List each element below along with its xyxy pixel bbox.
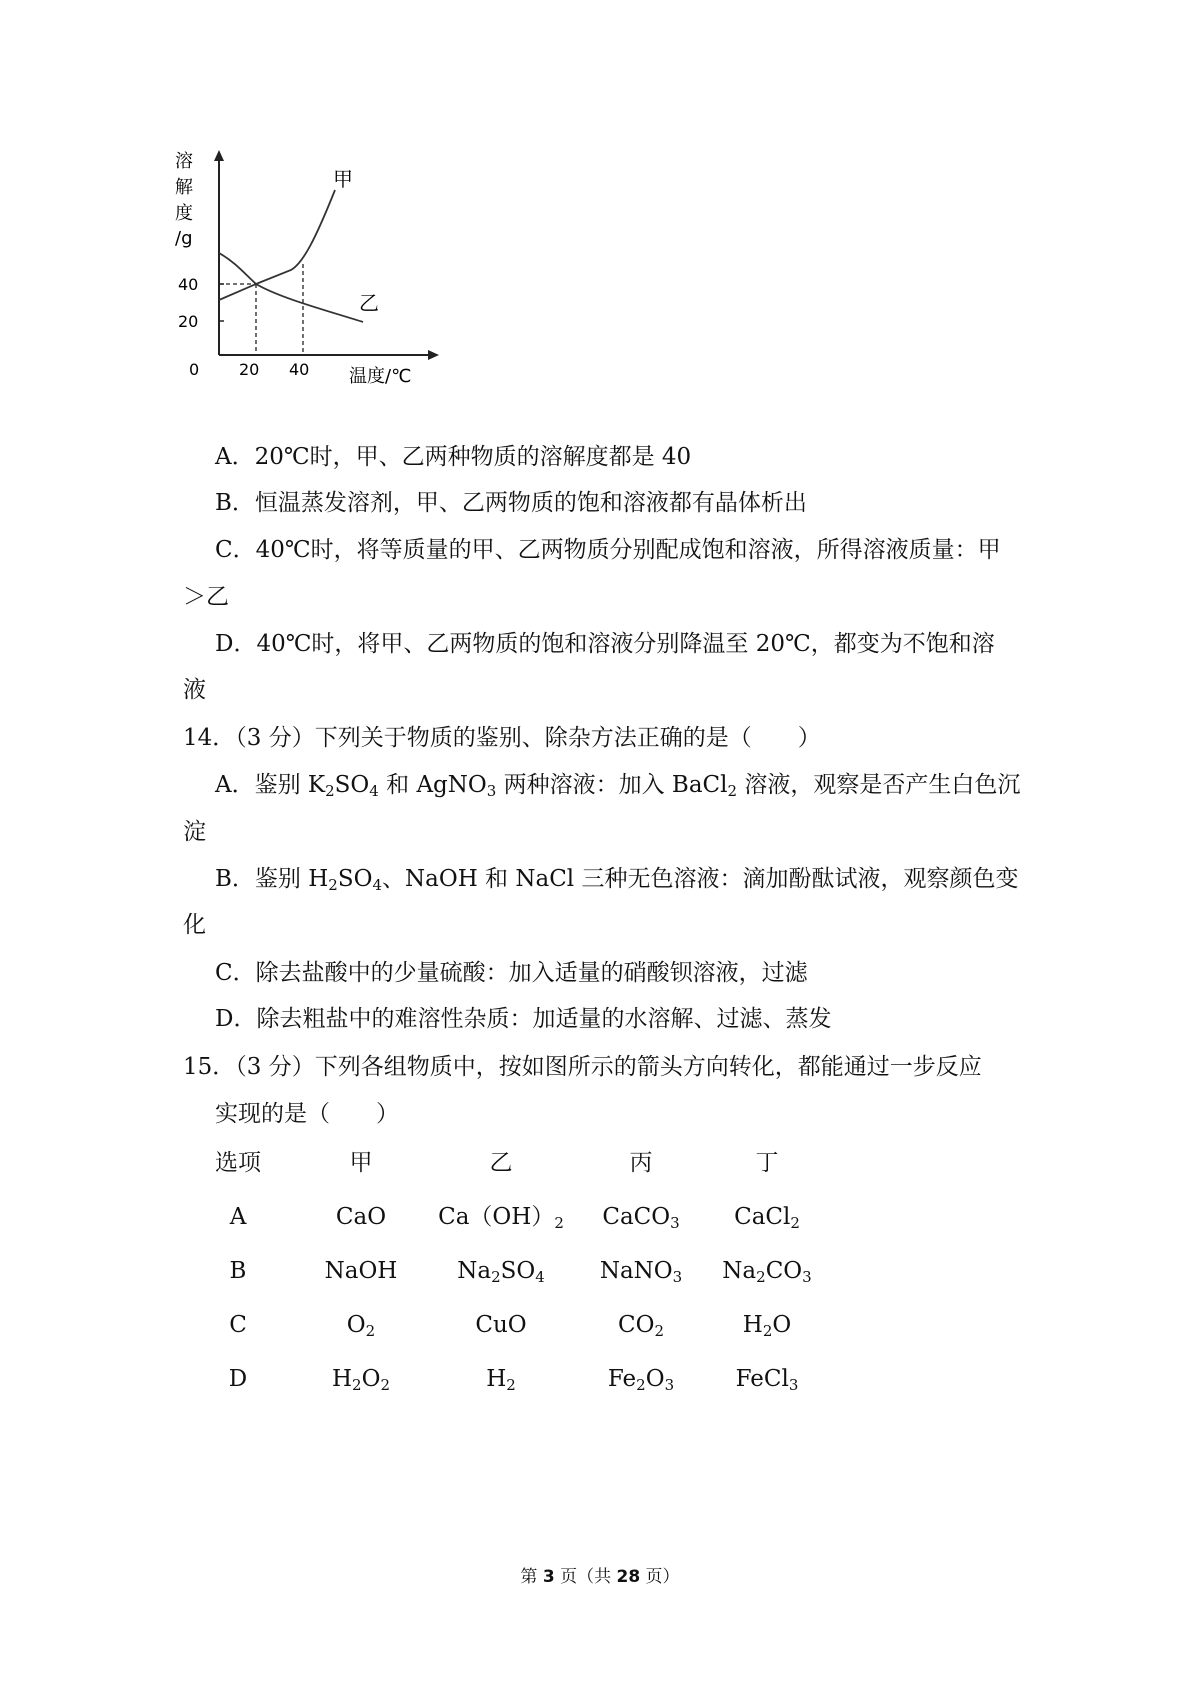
table-row-b-ding: $Na_2CO_3$	[722, 1258, 812, 1286]
table-header-jia: 甲	[349, 1150, 373, 1176]
table-header-yi: 乙	[489, 1150, 513, 1176]
q15-stem-line1: 15．（3 分）下列各组物质中，按如图所示的箭头方向转化，都能通过一步反应	[183, 1054, 982, 1080]
table-row-a-bing: CaCO$_3$	[602, 1204, 680, 1232]
q13-option-a: A．20℃时，甲、乙两种物质的溶解度都是 40	[215, 444, 692, 470]
table-row-b-bing: NaNO$_3$	[599, 1258, 683, 1286]
x-axis-arrow	[428, 350, 439, 360]
curve-label-jia: 甲	[333, 167, 353, 191]
total-pages: 28	[616, 1567, 641, 1587]
q14-option-a-line1: A．鉴别 $K_2SO_4$ 和 AgNO$_3$ 两种溶液：加入 BaCl$_2$ 溶液，观察是否产生白色沉	[215, 772, 1021, 800]
y-axis-arrow	[214, 150, 224, 161]
table-header-ding: 丁	[755, 1150, 779, 1176]
curve-label-yi: 乙	[359, 291, 379, 315]
x-tick-40: 40	[289, 360, 310, 379]
table-row-c-bing: $CO_2$	[617, 1312, 664, 1340]
table-header-bing: 丙	[629, 1150, 653, 1176]
q14-option-c: C．除去盐酸中的少量硫酸：加入适量的硝酸钡溶液，过滤	[215, 960, 808, 986]
table-row-d-option: D	[228, 1366, 248, 1392]
solubility-graph	[175, 150, 465, 420]
y-label-1: 溶	[175, 151, 193, 172]
table-row-b-yi: $Na_2SO_4$	[457, 1258, 545, 1286]
page-number: 3	[542, 1567, 555, 1587]
x-tick-0: 0	[189, 360, 200, 379]
q13-option-b: B．恒温蒸发溶剂，甲、乙两物质的饱和溶液都有晶体析出	[215, 490, 807, 516]
table-row-d-bing: $Fe_2O_3$	[607, 1366, 675, 1394]
table-row-d-ding: FeCl$_3$	[735, 1366, 799, 1394]
table-row-a-jia: CaO	[335, 1204, 387, 1230]
table-row-d-jia: $H_2O_2$	[331, 1366, 390, 1394]
x-tick-20: 20	[239, 360, 260, 379]
q14-stem: 14．（3 分）下列关于物质的鉴别、除杂方法正确的是（ ）	[183, 725, 821, 751]
q13-option-c-line2: ＞乙	[183, 584, 229, 610]
table-header-option: 选项	[215, 1150, 261, 1176]
y-label-3: 度	[175, 203, 193, 224]
table-row-c-ding: $H_2O$	[742, 1312, 792, 1340]
y-tick-40: 40	[178, 275, 199, 294]
y-label-4: /g	[175, 228, 193, 249]
table-row-a-option: A	[229, 1204, 247, 1230]
q13-option-d-line1: D．40℃时，将甲、乙两物质的饱和溶液分别降温至 20℃，都变为不饱和溶	[215, 631, 995, 657]
table-row-c-jia: $O_2$	[346, 1312, 376, 1340]
q13-option-c-line1: C．40℃时，将等质量的甲、乙两物质分别配成饱和溶液，所得溶液质量：甲	[215, 537, 1001, 563]
table-row-a-ding: CaCl$_2$	[734, 1204, 800, 1232]
x-label: 温度/℃	[349, 366, 412, 387]
q14-option-b-line2: 化	[183, 912, 206, 938]
y-label-2: 解	[175, 177, 193, 198]
q14-option-d: D．除去粗盐中的难溶性杂质：加适量的水溶解、过滤、蒸发	[215, 1006, 832, 1032]
page-footer: 第 3 页（共 28 页）	[520, 1567, 680, 1587]
y-tick-20: 20	[178, 312, 199, 331]
table-row-b-option: B	[229, 1258, 247, 1284]
q13-option-d-line2: 液	[183, 677, 206, 703]
curve-yi	[219, 253, 363, 322]
table-row-c-option: C	[229, 1312, 247, 1338]
table-row-b-jia: NaOH	[324, 1258, 398, 1284]
table-row-c-yi: CuO	[475, 1312, 527, 1338]
q15-stem-line2: 实现的是（ ）	[215, 1101, 399, 1127]
table-row-a-yi: $Ca(OH)_2$	[438, 1204, 564, 1232]
q14-option-b-line1: B．鉴别 $H_2SO_4$、NaOH 和 NaCl 三种无色溶液：滴加酚酞试液，观察颜色变	[215, 866, 1019, 894]
table-row-d-yi: $H_2$	[486, 1366, 516, 1394]
q14-option-a-line2: 淀	[183, 819, 206, 845]
